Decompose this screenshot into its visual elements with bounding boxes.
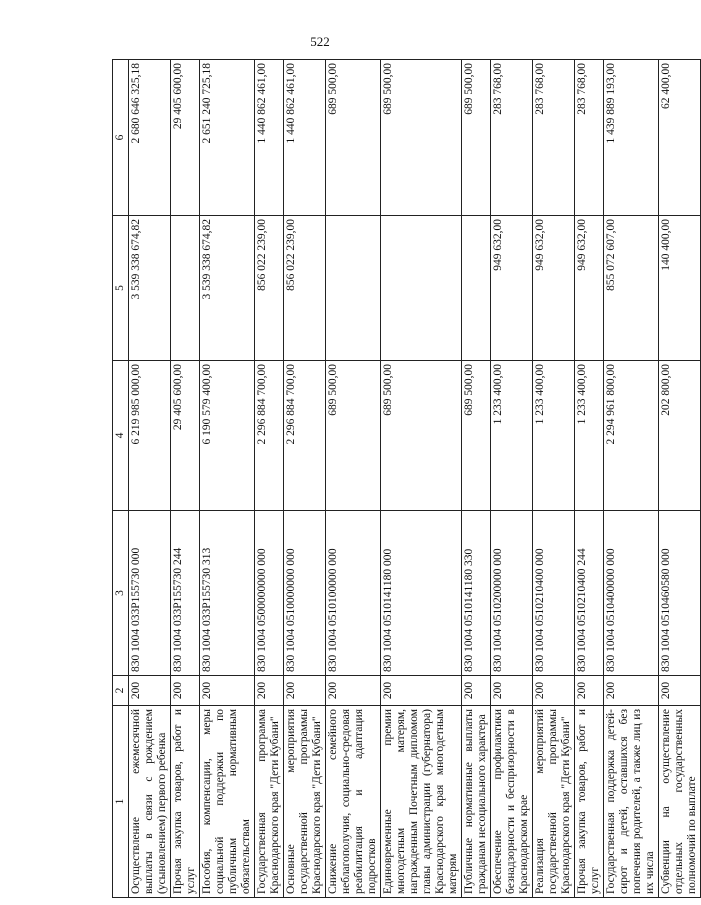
cell-name: Осуществление ежемесячной выплаты в связи с рождением (усыновлением) первого ребенка — [129, 706, 171, 898]
cell-col4: 202 800,00 — [659, 361, 701, 511]
header-cell: 4 — [113, 361, 129, 511]
cell-code: 830 1004 033P155730 313 — [200, 511, 255, 676]
cell-name: Снижение семейного неблагополучия, социально-средовая реабилитация и адаптация подростков — [326, 706, 381, 898]
cell-col2: 200 — [533, 676, 575, 706]
cell-col2: 200 — [255, 676, 284, 706]
cell-col2: 200 — [604, 676, 659, 706]
cell-col5: 856 022 239,00 — [255, 216, 284, 361]
cell-col5 — [381, 216, 462, 361]
header-cell: 2 — [113, 676, 129, 706]
cell-col4: 1 233 400,00 — [491, 361, 533, 511]
cell-code: 830 1004 0500000000 000 — [255, 511, 284, 676]
cell-name: Государственная программа Краснодарского края "Дети Кубани" — [255, 706, 284, 898]
cell-col5: 3 539 338 674,82 — [200, 216, 255, 361]
header-cell: 5 — [113, 216, 129, 361]
cell-col6: 283 768,00 — [575, 60, 604, 216]
cell-name: Прочая закупка товаров, работ и услуг — [171, 706, 200, 898]
table-row — [659, 60, 701, 898]
cell-col6: 2 651 240 725,18 — [200, 60, 255, 216]
cell-col5 — [462, 216, 491, 361]
cell-col5 — [326, 216, 381, 361]
table-row — [381, 60, 462, 898]
table-row — [255, 60, 284, 898]
cell-code: 830 1004 0510460580 000 — [659, 511, 701, 676]
cell-name: Государственная поддержка детей-сирот и детей, оставшихся без попечения родителей, а также лиц из их числа — [604, 706, 659, 898]
cell-col6: 1 440 862 461,00 — [255, 60, 284, 216]
cell-code: 830 1004 0510200000 000 — [491, 511, 533, 676]
cell-col6: 283 768,00 — [533, 60, 575, 216]
cell-name: Единовременные премии многодетным матерям, награжденным Почетным дипломом главы администрации (губернатора) Краснодарского края многодетным матерям — [381, 706, 462, 898]
cell-col4: 1 233 400,00 — [575, 361, 604, 511]
cell-code: 830 1004 033P155730 000 — [129, 511, 171, 676]
cell-col2: 200 — [200, 676, 255, 706]
cell-name: Прочая закупка товаров, работ и услуг — [575, 706, 604, 898]
cell-name: Основные мероприятия государственной программы Краснодарского края "Дети Кубани" — [284, 706, 326, 898]
table-row — [491, 60, 533, 898]
cell-name: Пособия, компенсации, меры социальной поддержки по публичным нормативным обязательствам — [200, 706, 255, 898]
table-row — [284, 60, 326, 898]
page-number: 522 — [310, 34, 330, 49]
header-cell: 6 — [113, 60, 129, 216]
cell-col6: 283 768,00 — [491, 60, 533, 216]
cell-col2: 200 — [381, 676, 462, 706]
table-row — [575, 60, 604, 898]
cell-name: Реализация мероприятий государственной программы Краснодарского края "Дети Кубани" — [533, 706, 575, 898]
budget-table — [112, 59, 701, 898]
cell-col6: 62 400,00 — [659, 60, 701, 216]
cell-col4: 2 296 884 700,00 — [284, 361, 326, 511]
table-row — [462, 60, 491, 898]
cell-col4: 689 500,00 — [326, 361, 381, 511]
cell-code: 830 1004 0510100000 000 — [326, 511, 381, 676]
rotated-table-container — [112, 60, 698, 898]
header-row — [113, 60, 129, 898]
table-viewport — [112, 60, 698, 898]
cell-col4: 2 296 884 700,00 — [255, 361, 284, 511]
table-row — [604, 60, 659, 898]
cell-col4: 6 190 579 400,00 — [200, 361, 255, 511]
cell-code: 830 1004 0510210400 244 — [575, 511, 604, 676]
cell-col2: 200 — [491, 676, 533, 706]
cell-col2: 200 — [462, 676, 491, 706]
table-row — [171, 60, 200, 898]
cell-col6: 2 680 646 325,18 — [129, 60, 171, 216]
cell-col5: 3 539 338 674,82 — [129, 216, 171, 361]
cell-col4: 1 233 400,00 — [533, 361, 575, 511]
cell-col5: 949 632,00 — [575, 216, 604, 361]
table-body — [129, 60, 701, 898]
cell-col5: 856 022 239,00 — [284, 216, 326, 361]
cell-col2: 200 — [326, 676, 381, 706]
header-cell: 3 — [113, 511, 129, 676]
cell-col6: 1 439 889 193,00 — [604, 60, 659, 216]
cell-col6: 689 500,00 — [381, 60, 462, 216]
table-row — [129, 60, 171, 898]
cell-col4: 689 500,00 — [462, 361, 491, 511]
cell-col2: 200 — [284, 676, 326, 706]
cell-col2: 200 — [575, 676, 604, 706]
cell-code: 830 1004 0510210400 000 — [533, 511, 575, 676]
cell-col4: 29 405 600,00 — [171, 361, 200, 511]
cell-code: 830 1004 0510141180 330 — [462, 511, 491, 676]
cell-code: 830 1004 0510400000 000 — [604, 511, 659, 676]
cell-col5: 140 400,00 — [659, 216, 701, 361]
cell-col4: 6 219 985 000,00 — [129, 361, 171, 511]
table-row — [200, 60, 255, 898]
cell-col4: 2 294 961 800,00 — [604, 361, 659, 511]
cell-col2: 200 — [171, 676, 200, 706]
header-cell: 1 — [113, 706, 129, 898]
cell-col6: 1 440 862 461,00 — [284, 60, 326, 216]
cell-col6: 29 405 600,00 — [171, 60, 200, 216]
cell-code: 830 1004 0510141180 000 — [381, 511, 462, 676]
cell-col5: 949 632,00 — [491, 216, 533, 361]
cell-col4: 689 500,00 — [381, 361, 462, 511]
cell-col2: 200 — [659, 676, 701, 706]
cell-col5 — [171, 216, 200, 361]
cell-col5: 855 072 607,00 — [604, 216, 659, 361]
cell-col2: 200 — [129, 676, 171, 706]
cell-code: 830 1004 0510000000 000 — [284, 511, 326, 676]
cell-name: Обеспечение профилактики безнадзорности и беспризорности в Краснодарском крае — [491, 706, 533, 898]
cell-code: 830 1004 033P155730 244 — [171, 511, 200, 676]
table-row — [326, 60, 381, 898]
table-row — [533, 60, 575, 898]
cell-name: Субвенции на осуществление отдельных государственных полномочий по выплате — [659, 706, 701, 898]
cell-name: Публичные нормативные выплаты гражданам несоциального характера — [462, 706, 491, 898]
cell-col6: 689 500,00 — [462, 60, 491, 216]
cell-col6: 689 500,00 — [326, 60, 381, 216]
cell-col5: 949 632,00 — [533, 216, 575, 361]
